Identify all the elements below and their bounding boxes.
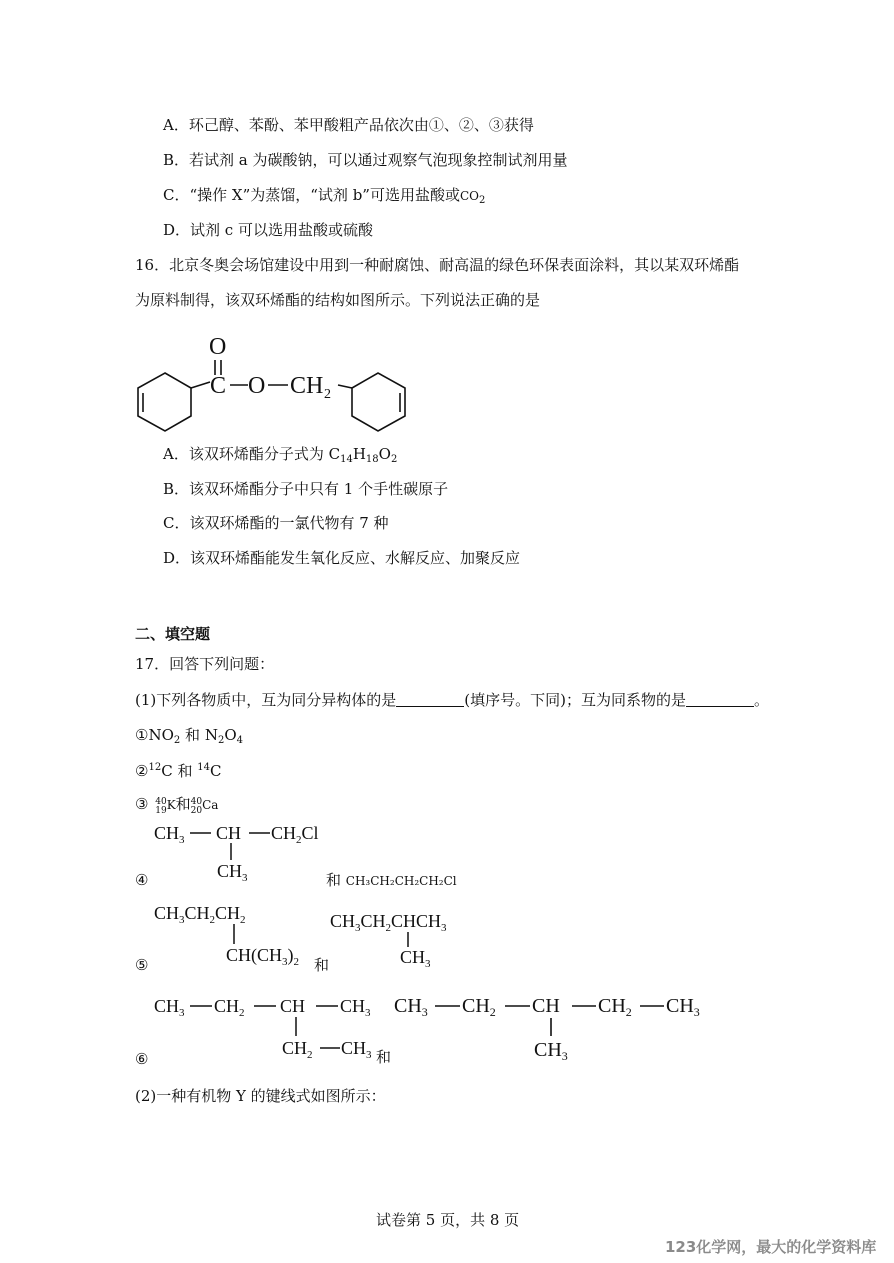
item-2-and: 和 <box>172 762 198 780</box>
q15-option-d: D．试剂 c 可以选用盐酸或硫酸 <box>163 221 373 239</box>
answer-blank-isomer[interactable] <box>396 692 464 707</box>
s6-l-sub-b: 2 <box>239 1007 245 1019</box>
s6-l-ch-e: CH <box>282 1038 308 1058</box>
formula-sub-c: 14 <box>340 454 353 465</box>
s6-r-ch-a: CH <box>394 995 422 1017</box>
s5-r-sub-b: 2 <box>385 922 392 934</box>
q17-part2: (2)一种有机物 Y 的键线式如图所示： <box>135 1087 386 1105</box>
s5-r-sub-a: 3 <box>355 922 361 934</box>
s5-l-sub-b: 2 <box>209 914 216 926</box>
no2-subscript: 2 <box>173 735 181 746</box>
svg-text:CH3 <box>154 996 185 1019</box>
svg-text:CH2 <box>282 1038 313 1061</box>
c14-symbol: C <box>209 762 222 780</box>
q16-option-b: B．该双环烯酯分子中只有 1 个手性碳原子 <box>163 480 449 498</box>
formula-sub-o: 2 <box>390 454 398 465</box>
item-3-and: 和 <box>175 795 191 813</box>
item-4-number: ④ <box>135 871 149 889</box>
section-title: 二、填空题 <box>135 625 211 643</box>
s6-r-sub-d: 2 <box>625 1005 632 1019</box>
s6-l-ch-a: CH <box>154 996 180 1016</box>
s5-l-sub-c: 2 <box>240 914 246 926</box>
k-symbol: K <box>166 798 176 812</box>
q16-option-d: D．该双环烯酯能发生氧化反应、水解反应、加聚反应 <box>163 549 521 567</box>
n2o4-sub2: 4 <box>236 735 243 746</box>
s6-r-ch-b: CH <box>462 995 490 1017</box>
item-5-structure-left <box>150 897 330 977</box>
item-4-second <box>326 873 457 888</box>
s5-l-sub-a: 3 <box>179 914 185 926</box>
s4-sub-d: 3 <box>242 872 248 884</box>
part1-text-a: (1)下列各物质中，互为同分异构体的是 <box>135 691 397 709</box>
s4-ch-b: CH <box>216 823 242 843</box>
s6-r-sub-a: 3 <box>421 1005 428 1019</box>
s5-l-ch-b: CH <box>184 903 210 923</box>
s5-l-bottom-sub2: 2 <box>293 956 300 968</box>
q15-option-c <box>163 188 485 206</box>
s6-l-ch-c: CH <box>280 996 306 1016</box>
s5-r-bottom: CH <box>400 947 426 967</box>
s4-cl: Cl <box>301 823 319 843</box>
part1-text-c: 。 <box>753 691 769 709</box>
n2o4-sub1: 2 <box>217 735 225 746</box>
q16-option-a <box>163 447 397 465</box>
item-6-number: ⑥ <box>135 1050 149 1068</box>
s4-ch-d: CH <box>217 861 243 881</box>
q17-part1 <box>135 692 769 708</box>
item-6-and: 和 <box>376 1048 392 1066</box>
item-4-structure <box>150 815 340 890</box>
q15-option-c-text: C．“操作 X”为蒸馏，“试剂 b”可选用盐酸或 <box>163 186 460 204</box>
s5-r-ch-c: CHCH <box>391 911 442 931</box>
s6-r-ch-d: CH <box>598 995 626 1017</box>
formula-o: O <box>378 445 391 463</box>
formula-sub-h: 18 <box>365 454 379 465</box>
svg-text:CH3 <box>154 823 185 846</box>
page-footer: 试卷第 5 页，共 8 页 <box>376 1211 520 1229</box>
s5-r-bottom-sub: 3 <box>425 958 431 970</box>
item-2-number: ② <box>135 762 149 780</box>
co2-subscript: 2 <box>479 195 486 206</box>
watermark: 123化学网，最大的化学资料库 <box>665 1238 877 1256</box>
s4-ch-a: CH <box>154 823 180 843</box>
q16-option-c: C．该双环烯酯的一氯代物有 7 种 <box>163 514 389 532</box>
s6-l-ch-b: CH <box>214 996 240 1016</box>
bicyclic-ester-structure <box>130 330 430 435</box>
butyl-chloride: CH₃CH₂CH₂CH₂Cl <box>345 874 457 888</box>
right-cyclohexene-ring <box>352 373 405 431</box>
left-cyclohexene-ring <box>138 373 191 431</box>
s6-r-sub-e: 3 <box>693 1005 700 1019</box>
item-5-and: 和 <box>314 956 330 974</box>
s5-l-bottom: CH(CH <box>226 945 283 965</box>
q16-stem-line2: 为原料制得，该双环烯酯的结构如图所示。下列说法正确的是 <box>135 291 541 309</box>
svg-text:CH3CH2CHCH3 <box>330 911 447 934</box>
q15-option-a: A．环己醇、苯酚、苯甲酸粗产品依次由①、②、③获得 <box>163 116 534 134</box>
q15-option-b: B．若试剂 a 为碳酸钠，可以通过观察气泡现象控制试剂用量 <box>163 151 568 169</box>
svg-text:CH3CH2CH2 <box>154 903 246 926</box>
svg-text:CH2Cl <box>271 823 319 846</box>
ca-mass: 40 <box>190 797 203 807</box>
s6-l-sub-e: 2 <box>307 1049 313 1061</box>
s6-l-ch-f: CH <box>341 1038 367 1058</box>
svg-text:CH2 <box>214 996 245 1019</box>
carbonyl-oxygen: O <box>209 334 227 360</box>
s5-l-ch-c: CH <box>215 903 241 923</box>
ca-symbol: Ca <box>202 798 219 812</box>
s6-r-ch-c: CH <box>532 995 560 1017</box>
svg-text:CH2 <box>598 995 632 1019</box>
k-nuclide-numbers <box>155 798 166 816</box>
item-1 <box>135 728 243 746</box>
svg-text:CH3 <box>534 1039 568 1063</box>
methylene-subscript: 2 <box>324 387 331 402</box>
svg-text:CH3 <box>666 995 700 1019</box>
n2o4-o: O <box>224 726 237 744</box>
no2-formula: NO <box>148 726 174 744</box>
svg-text:CH2 <box>462 995 496 1019</box>
s5-l-ch-a: CH <box>154 903 180 923</box>
s6-l-ch-d: CH <box>340 996 366 1016</box>
k-atomic-number: 19 <box>155 806 167 816</box>
item-5-structure-right <box>326 905 486 975</box>
s6-l-sub-a: 3 <box>179 1007 185 1019</box>
item-1-number: ① <box>135 726 149 744</box>
s5-r-sub-c: 3 <box>441 922 447 934</box>
c14-mass: 14 <box>197 762 210 773</box>
item-1-and: 和 <box>180 726 205 744</box>
q16-stem-line1: 16．北京冬奥会场馆建设中用到一种耐腐蚀、耐高温的绿色环保表面涂料，其以某双环烯酯 <box>135 256 740 274</box>
svg-text:CH3 <box>217 861 248 884</box>
s4-ch-c: CH <box>271 823 297 843</box>
svg-text:CH3 <box>394 995 428 1019</box>
s4-sub-c: 2 <box>296 834 302 846</box>
ca-atomic-number: 20 <box>190 806 203 816</box>
s5-l-bottom-close: ) <box>287 945 294 965</box>
item-6-structure-right <box>390 990 720 1065</box>
item-5-number: ⑤ <box>135 956 149 974</box>
part1-text-b: (填序号。下同)；互为同系物的是 <box>464 691 686 709</box>
carbonyl-carbon: C <box>210 373 227 399</box>
item-2 <box>135 763 221 779</box>
s4-sub-a: 3 <box>179 834 185 846</box>
svg-text:CH3 <box>340 996 371 1019</box>
answer-blank-homolog[interactable] <box>686 692 754 707</box>
svg-text:CH(CH3)2 <box>226 945 299 968</box>
methylene-ch: CH <box>290 373 324 399</box>
ester-oxygen: O <box>248 373 266 399</box>
s5-r-ch-a: CH <box>330 911 356 931</box>
s6-l-sub-f: 3 <box>366 1049 372 1061</box>
item-4-and: 和 <box>326 871 346 889</box>
item-3-number: ③ <box>135 795 149 813</box>
q17-stem: 17．回答下列问题： <box>135 655 275 673</box>
svg-text:CH3 <box>341 1038 372 1061</box>
s6-r-ch-e: CH <box>666 995 694 1017</box>
s5-l-bottom-sub: 3 <box>282 956 288 968</box>
c12-mass: 12 <box>148 762 162 773</box>
c12-symbol: C <box>161 762 173 780</box>
n2o4-n: N <box>204 726 218 744</box>
svg-text:CH3 <box>400 947 431 970</box>
s6-r-sub-f: 3 <box>561 1049 568 1063</box>
item-6-structure-left <box>150 990 390 1065</box>
s6-r-sub-b: 2 <box>489 1005 496 1019</box>
formula-h: H <box>352 445 366 463</box>
k-mass: 40 <box>155 797 167 807</box>
item-3 <box>135 797 218 816</box>
co2-formula: CO <box>459 189 480 203</box>
s6-l-sub-d: 3 <box>365 1007 371 1019</box>
ca-nuclide-numbers <box>191 798 202 816</box>
s6-r-ch-f: CH <box>534 1039 562 1061</box>
q16-option-a-text: A．该双环烯酯分子式为 C <box>163 445 341 463</box>
s5-r-ch-b: CH <box>360 911 386 931</box>
